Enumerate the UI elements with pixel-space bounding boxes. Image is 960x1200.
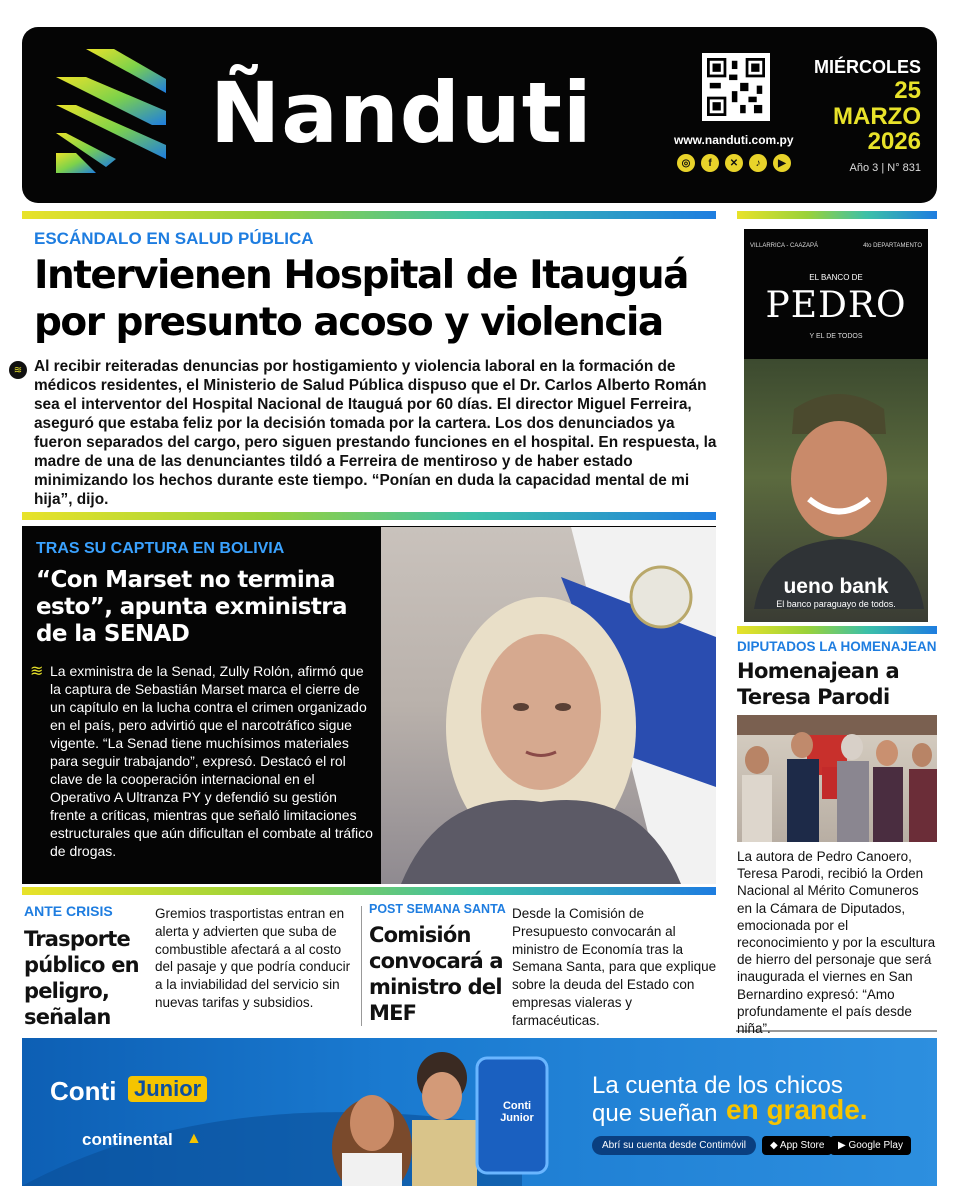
portrait-image [381,527,716,884]
apple-icon: ◆ [770,1140,780,1151]
facebook-icon[interactable]: f [701,154,719,172]
bottom-left-kicker: ANTE CRISIS [24,903,113,919]
tiktok-icon[interactable]: ♪ [749,154,767,172]
ad-tagline-1: La cuenta de los chicos [592,1072,843,1099]
section-divider [737,626,937,634]
ad-tagline-3: en grande. [726,1094,868,1125]
google-play-label: Google Play [848,1140,903,1151]
ad-brand-junior: Junior [128,1076,207,1102]
ueno-bank-ad[interactable] [744,229,928,622]
masthead [22,27,937,203]
ad-card-text: Conti Junior [500,1100,534,1124]
ad-tagline-2: que sueñan [592,1100,718,1127]
main-story-body: Al recibir reiteradas denuncias por hostigamiento y violencia laboral en la formación de médicos residentes, el Ministerio de Salud Pública dispuso que el Dr. Carlos Alberto Román sea el interventor del Hospital Nacional de Itauguá por 60 días. El director Miguel Ferreira, aseguró que estaba feliz por la decisión tomada por la cartera. Los dos denunciados ya fueron separados del cargo, pero siguen prestando funciones en el hospital. En respuesta, la madre de una de las denunciantes tildó a Ferreira de mentiroso y de haber estado minimizando los hechos durante este tiempo. “Ponían en duda la capacidad mental de mi hija”, dijo. [34,358,717,508]
bottom-mid-headline[interactable]: Comisión convocará a ministro del MEF [369,923,503,1025]
main-story-headline[interactable]: Intervienen Hospital de Itauguá por presunto acoso y violencia [34,253,688,345]
ad-region-right: 4to DEPARTAMENTO [863,243,922,249]
brand-name: Ñanduti [210,64,593,162]
right-story-kicker: DIPUTADOS LA HOMENAJEAN [737,639,937,654]
google-play-button[interactable] [830,1136,911,1155]
section-divider [22,211,716,219]
second-story-headline[interactable]: “Con Marset no termina esto”, apunta exministra de la SENAD [36,567,347,647]
ad-subtitle: Y EL DE TODOS [809,333,863,340]
qr-code-icon[interactable] [702,53,770,121]
date-year: 2026 [867,128,921,155]
date-month: MARZO [833,103,921,130]
youtube-icon[interactable]: ▶ [773,154,791,172]
ad-bank-name: ueno bank [783,575,889,598]
section-divider [22,512,716,520]
ad-region-left: VILLARRICA - CAAZAPÁ [750,243,819,249]
play-icon: ▶ [838,1140,849,1151]
x-icon[interactable]: ✕ [725,154,743,172]
bullet-icon: ≋ [9,361,27,379]
ad-bank-slogan: El banco paraguayo de todos. [776,599,896,609]
bottom-left-headline[interactable]: Trasporte público en peligro, señalan [24,927,139,1029]
app-store-label: App Store [779,1140,825,1151]
continental-logo-icon: ▲ [186,1130,202,1147]
right-story-headline[interactable]: Homenajean a Teresa Parodi [737,659,900,709]
instagram-icon[interactable]: ◎ [677,154,695,172]
conti-junior-ad[interactable] [22,1038,937,1186]
right-story-photo [737,715,937,842]
website-url[interactable]: www.nanduti.com.py [674,133,794,147]
main-story-kicker: ESCÁNDALO EN SALUD PÚBLICA [34,229,314,248]
section-divider [737,211,937,219]
column-divider [361,906,362,1026]
right-story-body: La autora de Pedro Canoero, Teresa Parodi, recibió la Orden Nacional al Mérito Comuneros en la Cámara de Diputados, emocionada por el reconocimiento y por la escultura de hierro del personaje que será inaugurada el viernes en San Bernardino expresó: “Amo profundamente el país desde niña”. [737,849,936,1037]
bottom-left-body: Gremios trasportistas entran en alerta y advierten que suba de combustible afectará a al costo del pasaje y que podría conducir a la inviabilidad del servicio sin nuevas tarifas y subsidios. [155,906,351,1010]
ad-title: PEDRO [765,285,907,326]
bullet-icon: ≋ [30,663,44,680]
ad-cta[interactable]: Abrí su cuenta desde Contimóvil [592,1136,756,1155]
edition-number: Año 3 | N° 831 [849,162,921,174]
date-day: 25 [894,77,921,104]
second-story-photo [381,527,716,884]
ad-pre-title: EL BANCO DE [809,273,863,282]
bottom-mid-kicker: POST SEMANA SANTA [369,902,506,916]
second-story-kicker: TRAS SU CAPTURA EN BOLIVIA [36,540,285,557]
brand-logo-icon [56,49,166,173]
bottom-mid-body: Desde la Comisión de Presupuesto convocarán al ministro de Economía tras la Semana Santa, para que explique sobre la deuda del Estado con empresas vialeras y farmacéuticas. [512,906,717,1028]
ad-company: continental [82,1130,173,1149]
social-icons [677,154,791,172]
ad-brand-conti: Conti [50,1076,117,1106]
app-store-button[interactable] [762,1136,832,1155]
date-weekday: MIÉRCOLES [813,57,921,77]
section-divider [22,887,716,895]
second-story-body: La exministra de la Senad, Zully Rolón, afirmó que la captura de Sebastián Marset marca el cierre de un capítulo en la lucha contra el crimen organizado en el país, pero advirtió que el narcotráfico sigue vigente. “La Senad tiene muchísimos materiales para seguir trabajando”, expresó. Destacó el rol clave de la cooperación internacional en el Operativo A Ultranza PY y defendió su gestión frente a críticas, mientras que señaló limitaciones estructurales que aún dificultan el combate al tráfico de drogas. [50,663,373,859]
ceremony-image [737,715,937,842]
